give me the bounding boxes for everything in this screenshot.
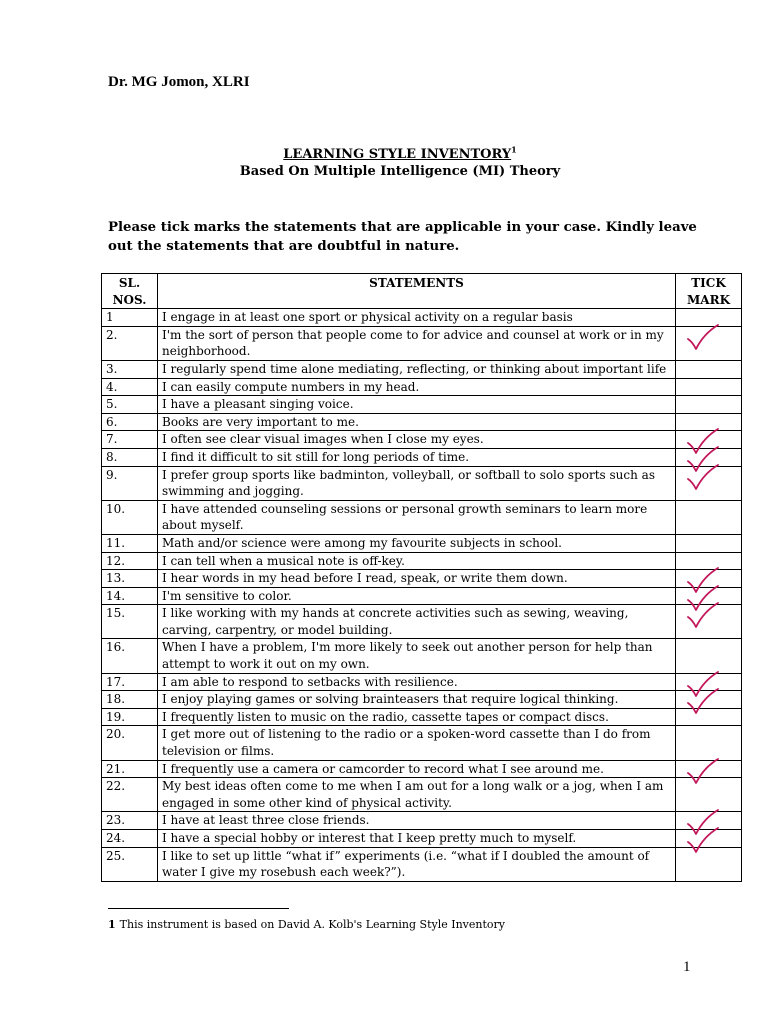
statement-text: I can easily compute numbers in my head. bbox=[158, 378, 676, 396]
table-row bbox=[102, 708, 742, 726]
tick-cell[interactable] bbox=[676, 691, 742, 709]
statement-text: Books are very important to me. bbox=[158, 413, 676, 431]
table-row bbox=[102, 570, 742, 588]
checkmark-icon bbox=[684, 323, 724, 353]
statement-text: I enjoy playing games or solving brainteasers that require logical thinking. bbox=[158, 691, 676, 709]
table-header-row bbox=[102, 274, 742, 309]
tick-cell[interactable] bbox=[676, 726, 742, 760]
author-line: Dr. MG Jomon, XLRI bbox=[108, 74, 250, 90]
statement-text: I get more out of listening to the radio or a spoken-word cassette than I do from television or films. bbox=[158, 726, 676, 760]
page-number: 1 bbox=[683, 959, 691, 975]
serial-number: 12. bbox=[102, 552, 158, 570]
table-row bbox=[102, 431, 742, 449]
header-serial-no: SL. NOS. bbox=[102, 274, 158, 309]
statement-text: I have a pleasant singing voice. bbox=[158, 396, 676, 414]
table-row bbox=[102, 413, 742, 431]
header-statements: STATEMENTS bbox=[158, 274, 676, 309]
serial-number: 17. bbox=[102, 673, 158, 691]
table-row bbox=[102, 396, 742, 414]
serial-number: 18. bbox=[102, 691, 158, 709]
serial-number: 6. bbox=[102, 413, 158, 431]
table-row bbox=[102, 726, 742, 760]
serial-number: 14. bbox=[102, 587, 158, 605]
serial-number: 4. bbox=[102, 378, 158, 396]
table-row bbox=[102, 378, 742, 396]
statement-text: I frequently listen to music on the radio, cassette tapes or compact discs. bbox=[158, 708, 676, 726]
serial-number: 9. bbox=[102, 466, 158, 500]
title-footnote-ref: 1 bbox=[511, 144, 517, 155]
serial-number: 3. bbox=[102, 360, 158, 378]
table-row bbox=[102, 587, 742, 605]
serial-number: 13. bbox=[102, 570, 158, 588]
instructions: Please tick marks the statements that are applicable in your case. Kindly leave out the statements that are doubtful in nature. bbox=[108, 220, 697, 254]
statement-text: I frequently use a camera or camcorder to record what I see around me. bbox=[158, 760, 676, 778]
serial-number: 15. bbox=[102, 605, 158, 639]
tick-cell[interactable] bbox=[676, 708, 742, 726]
table-row bbox=[102, 500, 742, 534]
table-row bbox=[102, 673, 742, 691]
statement-text: I regularly spend time alone mediating, reflecting, or thinking about important life bbox=[158, 360, 676, 378]
statement-text: I find it difficult to sit still for long periods of time. bbox=[158, 448, 676, 466]
tick-cell[interactable] bbox=[676, 639, 742, 673]
serial-number: 22. bbox=[102, 778, 158, 812]
table-row bbox=[102, 552, 742, 570]
table-row bbox=[102, 639, 742, 673]
footnote-marker: 1 bbox=[108, 918, 116, 931]
serial-number: 2. bbox=[102, 326, 158, 360]
inventory-table bbox=[101, 273, 742, 882]
serial-number: 20. bbox=[102, 726, 158, 760]
statement-text: I like working with my hands at concrete activities such as sewing, weaving, carving, carpentry, or model building. bbox=[158, 605, 676, 639]
statement-text: I engage in at least one sport or physical activity on a regular basis bbox=[158, 309, 676, 327]
tick-cell[interactable] bbox=[676, 760, 742, 778]
serial-number: 19. bbox=[102, 708, 158, 726]
table-row bbox=[102, 812, 742, 830]
statement-text: My best ideas often come to me when I am out for a long walk or a jog, when I am engaged in some other kind of physical activity. bbox=[158, 778, 676, 812]
statement-text: Math and/or science were among my favourite subjects in school. bbox=[158, 534, 676, 552]
serial-number: 24. bbox=[102, 830, 158, 848]
tick-cell[interactable] bbox=[676, 847, 742, 881]
footnote-text: This instrument is based on David A. Kolb's Learning Style Inventory bbox=[119, 918, 506, 931]
tick-cell[interactable] bbox=[676, 326, 742, 360]
tick-cell[interactable] bbox=[676, 778, 742, 812]
statement-text: I can tell when a musical note is off-key. bbox=[158, 552, 676, 570]
checkmark-icon bbox=[684, 601, 724, 631]
tick-cell[interactable] bbox=[676, 605, 742, 639]
title-main: LEARNING STYLE INVENTORY bbox=[283, 147, 512, 162]
title-block bbox=[100, 146, 700, 180]
table-row bbox=[102, 605, 742, 639]
statement-text: I have attended counseling sessions or personal growth seminars to learn more about myself. bbox=[158, 500, 676, 534]
tick-cell[interactable] bbox=[676, 378, 742, 396]
statement-text: I often see clear visual images when I close my eyes. bbox=[158, 431, 676, 449]
statement-text: I am able to respond to setbacks with resilience. bbox=[158, 673, 676, 691]
table-row bbox=[102, 778, 742, 812]
title-line-1 bbox=[100, 146, 700, 163]
serial-number: 7. bbox=[102, 431, 158, 449]
serial-number: 11. bbox=[102, 534, 158, 552]
tick-cell[interactable] bbox=[676, 360, 742, 378]
table-row bbox=[102, 309, 742, 327]
table-row bbox=[102, 448, 742, 466]
table-row bbox=[102, 360, 742, 378]
serial-number: 5. bbox=[102, 396, 158, 414]
footnote bbox=[108, 918, 505, 931]
statement-text: When I have a problem, I'm more likely to seek out another person for help than attempt to work it out on my own. bbox=[158, 639, 676, 673]
statement-text: I hear words in my head before I read, speak, or write them down. bbox=[158, 570, 676, 588]
footnote-rule bbox=[108, 908, 289, 909]
table-row bbox=[102, 691, 742, 709]
statement-text: I'm sensitive to color. bbox=[158, 587, 676, 605]
serial-number: 25. bbox=[102, 847, 158, 881]
table-row bbox=[102, 466, 742, 500]
serial-number: 10. bbox=[102, 500, 158, 534]
table-row bbox=[102, 830, 742, 848]
serial-number: 23. bbox=[102, 812, 158, 830]
tick-cell[interactable] bbox=[676, 500, 742, 534]
serial-number: 1 bbox=[102, 309, 158, 327]
tick-cell[interactable] bbox=[676, 466, 742, 500]
tick-cell[interactable] bbox=[676, 396, 742, 414]
statement-text: I have at least three close friends. bbox=[158, 812, 676, 830]
title-line-2: Based On Multiple Intelligence (MI) Theory bbox=[239, 164, 561, 179]
header-tick-mark: TICK MARK bbox=[676, 274, 742, 309]
checkmark-icon bbox=[684, 463, 724, 493]
statement-text: I have a special hobby or interest that I keep pretty much to myself. bbox=[158, 830, 676, 848]
table-row bbox=[102, 326, 742, 360]
statement-text: I prefer group sports like badminton, volleyball, or softball to solo sports such as swimming and jogging. bbox=[158, 466, 676, 500]
tick-cell[interactable] bbox=[676, 534, 742, 552]
table-row bbox=[102, 534, 742, 552]
serial-number: 8. bbox=[102, 448, 158, 466]
table-row bbox=[102, 760, 742, 778]
statement-text: I'm the sort of person that people come to for advice and counsel at work or in my neighborhood. bbox=[158, 326, 676, 360]
serial-number: 21. bbox=[102, 760, 158, 778]
tick-cell[interactable] bbox=[676, 830, 742, 848]
serial-number: 16. bbox=[102, 639, 158, 673]
statement-text: I like to set up little “what if” experiments (i.e. “what if I doubled the amount of water I give my rosebush each week?”). bbox=[158, 847, 676, 881]
table-row bbox=[102, 847, 742, 881]
